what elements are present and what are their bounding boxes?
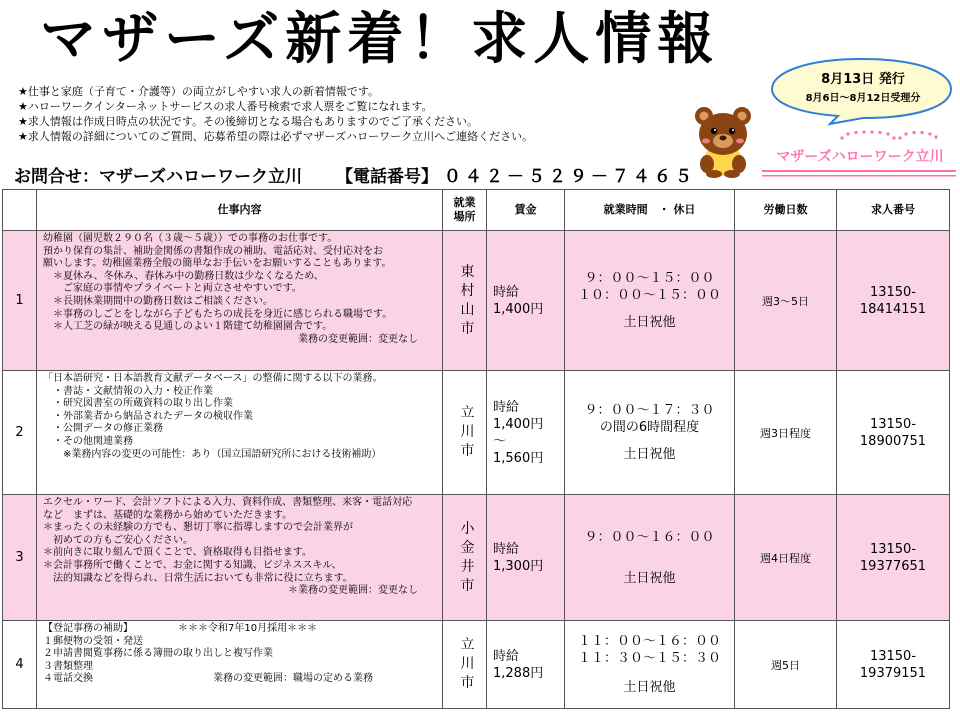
change-scope: 業務の変更範囲：変更なし [298,333,418,345]
description-line: ご家庭の事情やプライベートと両立させやすいです。 [43,283,302,295]
description-line: ＊会計事務所で働くことで、お金に関する知識、ビジネススキル、 [43,559,342,571]
header-wage: 賃金 [487,190,565,231]
work-days: 週3～5日 [735,231,837,371]
table-row [3,621,950,709]
work-location: 立川市 [443,621,487,709]
work-days: 週4日程度 [735,495,837,621]
page-title: マザーズ新着！求人情報 [40,7,720,72]
job-description [37,231,443,371]
description-line: 【登記事務の補助】 ＊＊＊令和7年10月採用＊＊＊ [43,623,318,634]
header-no [3,190,37,231]
issue-date: 8月13日 発行 [821,72,905,87]
wage: 時給 1,400円 ～ 1,560円 [487,371,565,495]
table-row [3,231,950,371]
holidays: 土日祝他 [623,315,676,330]
notice-item: ★求人情報は作成日時点の状況です。その後締切となる場合もありますのでご了承ください。 [18,115,478,128]
wage: 時給 1,300円 [487,495,565,621]
row-number: 1 [3,231,37,371]
job-number: 13150- 18900751 [837,371,950,495]
description-line: ＊まったくの未経験の方でも、懇切丁寧に指導しますので会計業界が [43,522,353,534]
description-line: 初めての方もご安心ください。 [43,534,193,546]
header-days: 労働日数 [735,190,837,231]
description-line: 預かり保育の集計、補助金関係の書類作成の補助、電話応対、受付応対をお [43,245,383,257]
work-hours: ９：００～１７：３０ の間の6時間程度 土日祝他 [565,371,735,495]
work-location: 小金井市 [443,495,487,621]
work-hours: １１：００～１６：００ １１：３０～１５：３０ 土日祝他 [565,621,735,709]
issue-info [782,68,944,104]
description-line: ＊人工芝の緑が映える見通しのよい１階建て幼稚園園舎です。 [43,321,333,333]
description-line: ・外部業者から納品されたデータの検収作業 [43,410,253,422]
job-number: 13150- 18414151 [837,231,950,371]
description-line: ・公開データの修正業務 [43,423,163,435]
description-line: ＊夏休み、冬休み、春休み中の勤務日数は少なくなるため、 [43,270,324,282]
job-description [37,495,443,621]
notice-item: ★ハローワークインターネットサービスの求人番号検索で求人票をご覧になれます。 [18,100,433,113]
brand-name: マザーズハローワーク立川 [776,149,944,165]
header-job-id: 求人番号 [837,190,950,231]
table-header-row [3,190,950,231]
header-description: 仕事内容 [37,190,443,231]
phone-number: ０４２－５２９－７４６５ [443,167,696,187]
work-hours: ９：００～１６：００ 土日祝他 [565,495,735,621]
description-line: ３書類整理 [43,660,93,672]
job-number: 13150- 19377651 [837,495,950,621]
header-location: 就業場所 [443,190,487,231]
description-line: ・その他関連業務 [43,435,133,447]
notice-item: ★求人情報の詳細についてのご質問、応募希望の際は必ずマザーズハローワーク立川へご連絡ください。 [18,130,534,143]
description-line: ※業務内容の変更の可能性：あり（国立国語研究所における技術補助） [43,448,382,460]
description-line: 幼稚園（園児数２９０名（３歳～５歳））での事務のお仕事です。 [43,233,338,244]
work-location: 東村山市 [443,231,487,371]
contact-label: お問合せ：マザーズハローワーク立川 [14,167,303,187]
wage: 時給 1,400円 [487,231,565,371]
description-line: １郵便物の受領・発送 [43,635,143,647]
description-line: ４電話交換 業務の変更範囲：職場の定める業務 [43,673,373,685]
row-number: 4 [3,621,37,709]
work-hours: ９：００～１５：００ １０：００～１５：００ 土日祝他 [565,231,735,371]
receipt-period: 8月6日～8月12日受理分 [805,93,921,104]
header-hours: 就業時間 ・ 休日 [565,190,735,231]
work-location: 立川市 [443,371,487,495]
row-number: 3 [3,495,37,621]
description-line: エクセル・ワード、会計ソフトによる入力、資料作成、書類整理、来客・電話対応 [43,497,413,508]
description-line: など まずは、基礎的な業務から始めていただきます。 [43,509,293,521]
description-line: ・研究図書室の所蔵資料の取り出し作業 [43,398,233,410]
notice-item: ★仕事と家庭（子育て・介護等）の両立がしやすい求人の新着情報です。 [18,85,379,98]
holidays: 土日祝他 [623,570,676,586]
description-line: 「日本語研究・日本語教育文献データベース」の整備に関する以下の業務。 [43,373,383,384]
table-row [3,495,950,621]
job-description [37,621,443,709]
wage: 時給 1,288円 [487,621,565,709]
phone-label: 【電話番号】 [336,167,438,187]
row-number: 2 [3,371,37,495]
work-days: 週3日程度 [735,371,837,495]
description-line: 法的知識などを得られ、日常生活においても非常に役に立ちます。 [43,572,353,584]
holidays: 土日祝他 [623,447,676,462]
description-line: ＊長期休業期間中の勤務日数はご相談ください。 [43,295,273,307]
job-description [37,371,443,495]
work-days: 週5日 [735,621,837,709]
description-line: ２申請書閲覧事務に係る簿冊の取り出しと複写作業 [43,648,273,660]
description-line: ＊前向きに取り組んで頂くことで、資格取得も目指せます。 [43,547,312,559]
bear-mascot-icon [690,104,756,178]
description-line: ＊事務のしごとをしながら子どもたちの成長を身近に感じられる職場です。 [43,308,393,320]
change-scope: ＊業務の変更範囲：変更なし [288,585,418,597]
table-row [3,371,950,495]
description-line: 願いします。幼稚園業務全般の簡単なお手伝いをお願いすることもあります。 [43,258,392,270]
holidays: 土日祝他 [623,680,676,695]
job-number: 13150- 19379151 [837,621,950,709]
job-listing-table [2,189,950,709]
description-line: ・書誌・文献情報の入力・校正作業 [43,385,213,397]
contact-line [14,162,696,187]
notice-list [18,84,533,144]
